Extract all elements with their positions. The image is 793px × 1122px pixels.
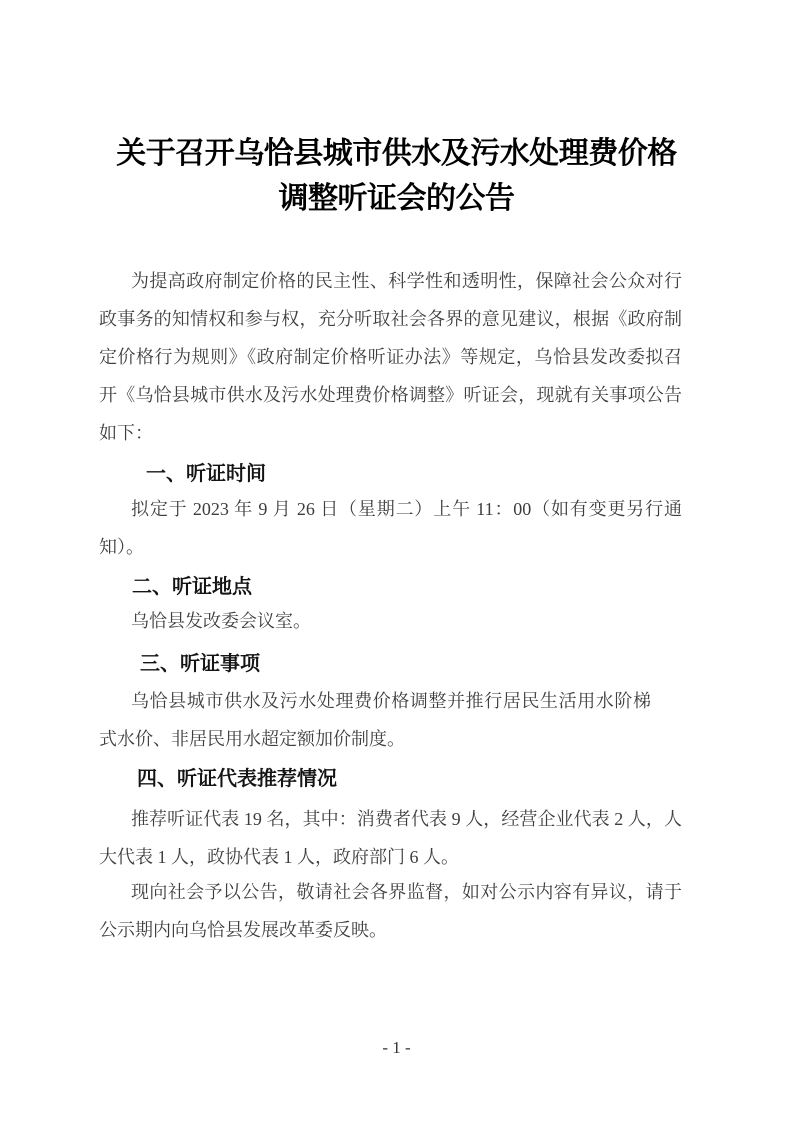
section-1-body: 拟定于 2023 年 9 月 26 日（星期二）上午 11：00（如有变更另行通知）。: [99, 499, 682, 557]
document-title: [0, 131, 793, 221]
intro-paragraph: 为提高政府制定价格的民主性、科学性和透明性，保障社会公众对行政事务的知情权和参与权，充分听取社会各界的意见建议，根据《政府制定价格行为规则》《政府制定价格听证办法》等规定，乌恰县发改委拟召开《乌恰县城市供水及污水处理费价格调整》听证会，现就有关事项公告如下：: [99, 271, 682, 443]
document-title-line-1: 关于召开乌恰县城市供水及污水处理费价格: [116, 137, 677, 170]
closing-paragraph: 现向社会予以公告，敬请社会各界监督，如对公示内容有异议，请于公示期内向乌恰县发展改革委反映。: [99, 882, 682, 940]
page-number: - 1 -: [382, 1038, 411, 1057]
document-title-line-2: 调整听证会的公告: [278, 182, 515, 215]
section-3-heading: 三、听证事项: [140, 653, 260, 675]
section-4-heading: 四、听证代表推荐情况: [137, 768, 337, 790]
section-4-body: 推荐听证代表 19 名，其中：消费者代表 9 人，经营企业代表 2 人，人大代表 1 人，政协代表 1 人，政府部门 6 人。: [99, 809, 682, 867]
section-3-body: 乌恰县城市供水及污水处理费价格调整并推行居民生活用水阶梯式水价、非居民用水超定额加价制度。: [99, 691, 651, 749]
section-2-heading: 二、听证地点: [132, 576, 252, 598]
section-2-body: 乌恰县发改委会议室。: [131, 611, 311, 631]
section-1-heading: 一、听证时间: [146, 463, 266, 485]
